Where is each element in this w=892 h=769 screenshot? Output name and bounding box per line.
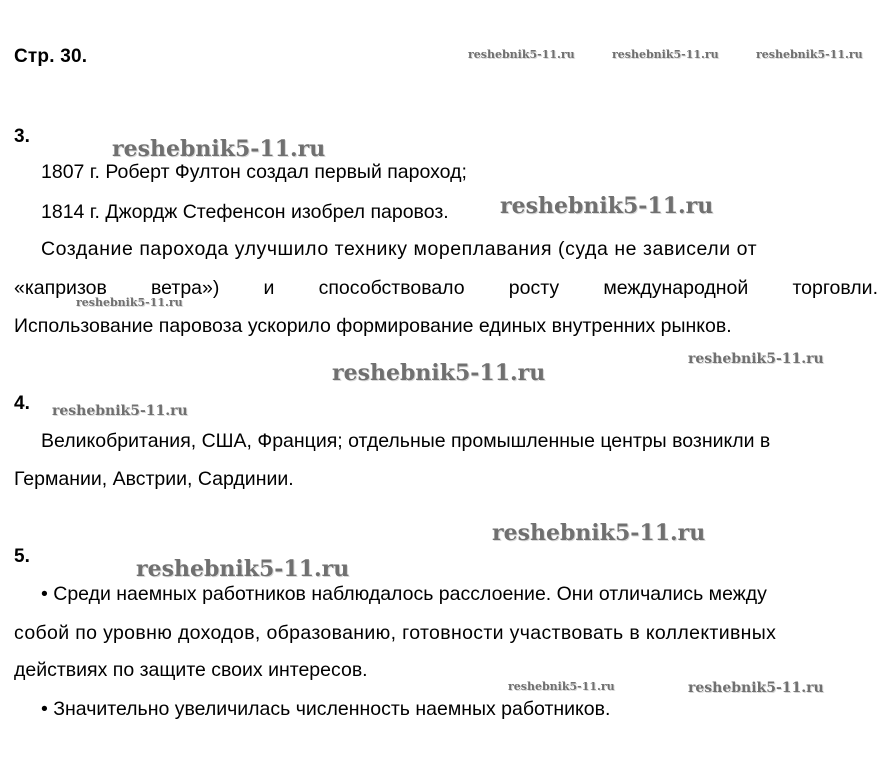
paragraph-line: • Значительно увеличилась численность наемных работников. xyxy=(41,698,611,720)
watermark: reshebnik5-11.ru xyxy=(756,48,863,61)
section-number: 5. xyxy=(14,546,30,567)
watermark: reshebnik5-11.ru xyxy=(612,48,719,61)
watermark: reshebnik5-11.ru xyxy=(136,556,350,582)
paragraph-line: Германии, Австрии, Сардинии. xyxy=(14,468,294,490)
watermark: reshebnik5-11.ru xyxy=(112,136,326,162)
watermark: reshebnik5-11.ru xyxy=(688,351,824,367)
word: и xyxy=(263,277,275,299)
paragraph-line: Использование паровоза ускорило формирование единых внутренних рынков. xyxy=(14,315,732,337)
watermark: reshebnik5-11.ru xyxy=(500,193,714,219)
section-number: 3. xyxy=(14,126,30,147)
word: росту xyxy=(508,277,560,299)
watermark: reshebnik5-11.ru xyxy=(332,360,546,386)
page-title: Стр. 30. xyxy=(14,46,88,67)
watermark: reshebnik5-11.ru xyxy=(76,296,183,309)
paragraph-line: Великобритания, США, Франция; отдельные промышленные центры возникли в xyxy=(41,430,771,452)
word: торговли. xyxy=(792,277,878,299)
paragraph-line: • Среди наемных работников наблюдалось расслоение. Они отличались между xyxy=(41,583,767,605)
word: способствовало xyxy=(318,277,465,299)
watermark: reshebnik5-11.ru xyxy=(688,680,824,696)
paragraph-line xyxy=(14,238,878,261)
watermark: reshebnik5-11.ru xyxy=(508,680,615,693)
watermark: reshebnik5-11.ru xyxy=(468,48,575,61)
paragraph-line: действиях по защите своих интересов. xyxy=(14,659,368,681)
watermark: reshebnik5-11.ru xyxy=(52,403,188,419)
section-number: 4. xyxy=(14,393,30,414)
watermark: reshebnik5-11.ru xyxy=(492,520,706,546)
paragraph-line: 1814 г. Джордж Стефенсон изобрел паровоз. xyxy=(41,201,449,223)
paragraph-line: 1807 г. Роберт Фултон создал первый пароход; xyxy=(41,161,467,183)
word: международной xyxy=(603,277,749,299)
paragraph-line-text: Создание парохода улучшило технику мореплавания (суда не зависели от xyxy=(41,238,758,260)
paragraph-line: собой по уровню доходов, образованию, готовности участвовать в коллективных xyxy=(14,622,777,644)
word: ветра») xyxy=(151,277,220,299)
word: «капризов xyxy=(14,277,107,299)
paragraph-line xyxy=(14,277,878,300)
